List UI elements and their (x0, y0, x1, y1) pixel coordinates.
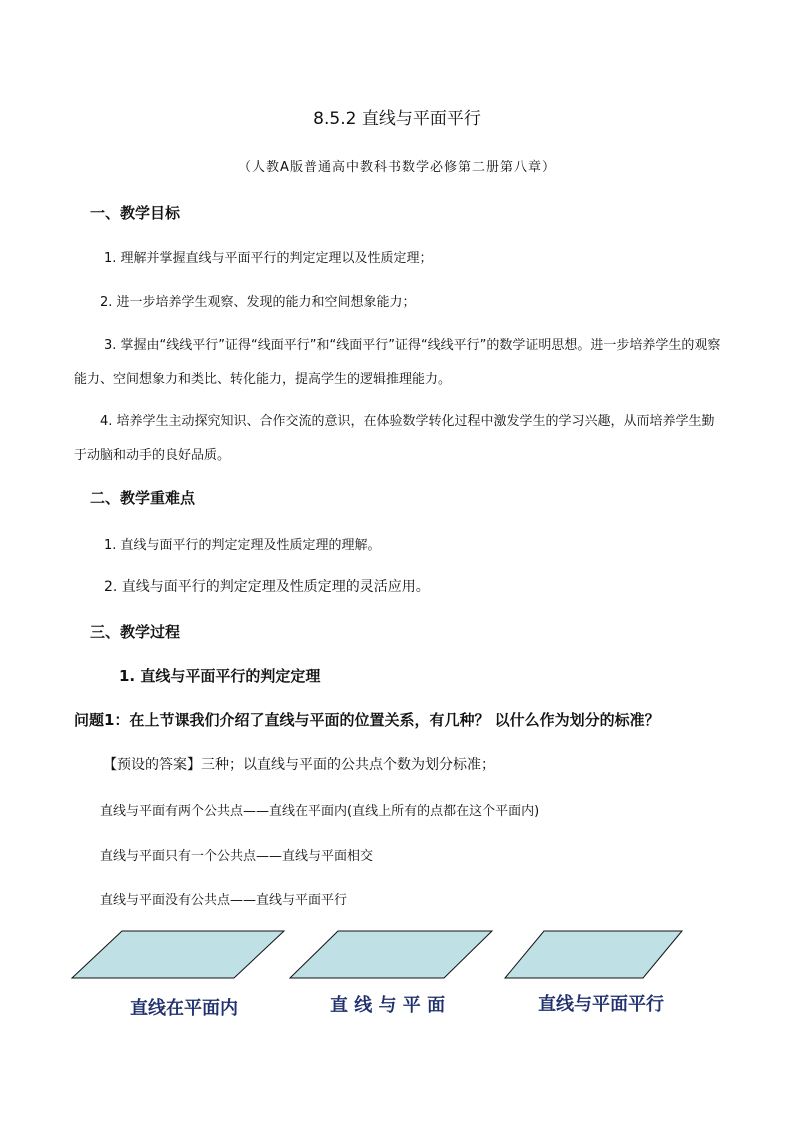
goal-item-1: 1. 理解并掌握直线与平面平行的判定定理以及性质定理； (104, 251, 433, 266)
goal-item-4: 4. 培养学生主动探究知识、合作交流的意识，在体验数学转化过程中激发学生的学习兴趣，从而培养学生勤于动脑和动手的良好品质。 (74, 414, 715, 463)
key-item-2: 2. 直线与面平行的判定定理及性质定理的灵活应用。 (104, 579, 430, 595)
page-subtitle: （人教A版普通高中教科书数学必修第二册第八章） (238, 160, 556, 175)
preset-answer: 【预设的答案】三种；以直线与平面的公共点个数为划分标准； (103, 757, 495, 773)
case-no-point: 直线与平面没有公共点——直线与平面平行 (100, 893, 348, 908)
section-heading-key-points: 二、教学重难点 (90, 489, 196, 507)
plane-2 (290, 931, 492, 978)
caption-line-and-plane: 直 线 与 平 面 (330, 995, 446, 1016)
section-heading-goals: 一、教学目标 (90, 204, 181, 222)
section-heading-process: 三、教学过程 (90, 623, 181, 641)
key-item-1: 1. 直线与面平行的判定定理及性质定理的理解。 (104, 538, 381, 553)
caption-line-in-plane: 直线在平面内 (130, 998, 238, 1019)
case-two-points: 直线与平面有两个公共点——直线在平面内(直线上所有的点都在这个平面内) (100, 804, 540, 819)
plane-1 (72, 931, 284, 978)
caption-line-parallel-plane: 直线与平面平行 (538, 994, 664, 1015)
page-title: 8.5.2 直线与平面平行 (313, 109, 481, 129)
plane-3 (505, 931, 682, 978)
subsection-heading: 1. 直线与平面平行的判定定理 (119, 667, 321, 685)
question-1: 问题1：在上节课我们介绍了直线与平面的位置关系，有几种？ 以什么作为划分的标准？ (74, 711, 660, 729)
goal-item-3: 3. 掌握由“线线平行”证得“线面平行”和“线面平行”证得“线线平行”的数学证明思想。进一步培养学生的观察能力、空间想象力和类比、转化能力，提高学生的逻辑推理能力。 (74, 338, 721, 387)
case-one-point: 直线与平面只有一个公共点——直线与平面相交 (100, 849, 374, 864)
goal-item-2: 2. 进一步培养学生观察、发现的能力和空间想象能力； (100, 295, 416, 310)
